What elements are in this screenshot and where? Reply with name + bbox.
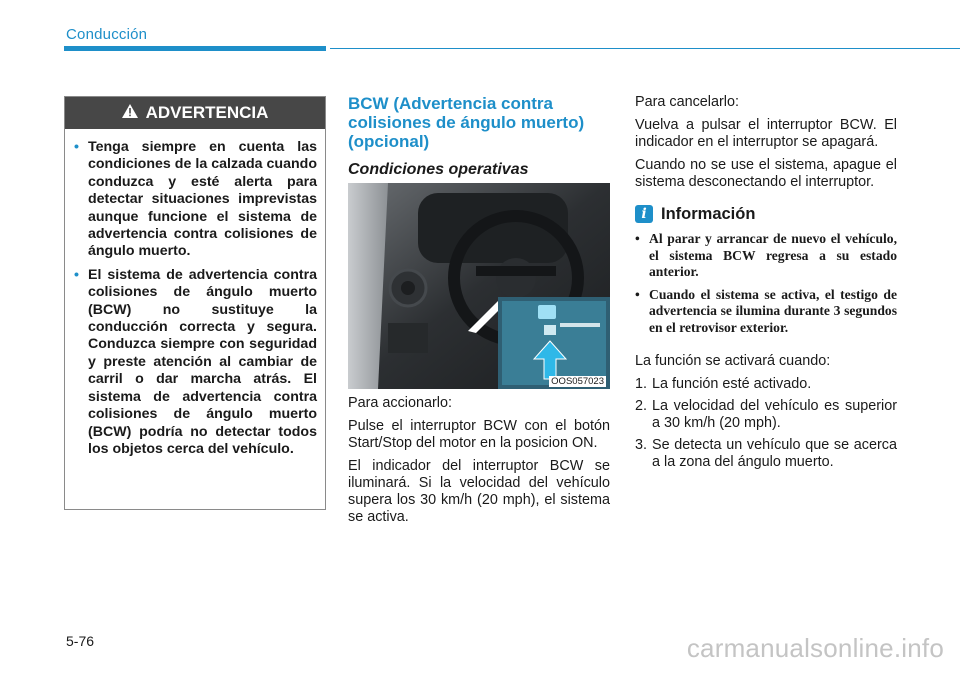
numbered-item: 2. La velocidad del vehículo es superior a 30 km/h (20 mph).: [635, 397, 897, 431]
paragraph: Cuando no se use el sistema, apague el sistema desconectando el interruptor.: [635, 157, 897, 190]
watermark: carmanualsonline.info: [686, 633, 944, 663]
section-title: Conducción: [66, 26, 148, 43]
section-heading: BCW (Advertencia contra colisiones de ángulo muerto) (opcional): [348, 94, 585, 151]
header-rule-thin: [330, 48, 960, 49]
warning-header: [65, 97, 325, 129]
middle-body: [348, 395, 610, 532]
info-header: [635, 205, 897, 223]
info-item: • Al parar y arrancar de nuevo el vehículo, el sistema BCW regresa a su estado anterior.: [635, 231, 897, 280]
header-rule-thick: [64, 46, 326, 51]
paragraph: Vuelva a pulsar el interruptor BCW. El indicador en el interruptor se apagará.: [635, 117, 897, 150]
activation-intro: La función se activará cuando:: [635, 352, 831, 369]
dashboard-photo: [348, 183, 610, 389]
paragraph: El indicador del interruptor BCW se iluminará. Si la velocidad del vehículo supera los 30 km/h (20 mph), el sistema se activa.: [348, 458, 610, 525]
info-item: • Cuando el sistema se activa, el testigo de advertencia se ilumina durante 3 segundos en el retrovisor exterior.: [635, 286, 897, 335]
page-number: 5-76: [66, 633, 95, 649]
warning-item: • El sistema de advertencia contra colisiones de ángulo muerto (BCW) no sustituye la conducción correcta y segura. Conduzca siempre con seguridad y preste atención al cambiar de carril o dar marcha atrás. El sistema de advertencia contra colisiones de ángulo muerto (BCW) podría no detectar todos los objetos cerca del vehículo.: [74, 266, 317, 457]
info-list: [635, 231, 897, 337]
numbered-item: 3. Se detecta un vehículo que se acerca a la zona del ángulo muerto.: [635, 436, 897, 470]
warning-triangle-icon: [122, 103, 138, 123]
bullet-icon: •: [635, 231, 640, 246]
paragraph: Para accionarlo:: [348, 395, 452, 411]
right-column: [635, 94, 897, 476]
bullet-icon: •: [635, 286, 640, 302]
paragraph: Para cancelarlo:: [635, 94, 739, 110]
warning-title: ADVERTENCIA: [145, 103, 269, 122]
warning-box: [64, 96, 326, 510]
info-icon: i: [635, 205, 653, 223]
info-title: Información: [661, 204, 756, 223]
middle-column: [348, 94, 610, 179]
bullet-icon: •: [74, 266, 79, 283]
bullet-icon: •: [74, 139, 79, 155]
warning-item: • Tenga siempre en cuenta las condiciones de la calzada cuando conduzca y esté alerta para detectar situaciones imprevistas aunque funcione el sistema de advertencia contra colisiones de ángulo muerto.: [74, 139, 317, 260]
numbered-item: 1. La función esté activado.: [635, 375, 812, 392]
image-code: OOS057023: [551, 376, 604, 387]
paragraph: Pulse el interruptor BCW con el botón Start/Stop del motor en la posicion ON.: [348, 418, 610, 451]
subheading: Condiciones operativas: [348, 161, 529, 178]
